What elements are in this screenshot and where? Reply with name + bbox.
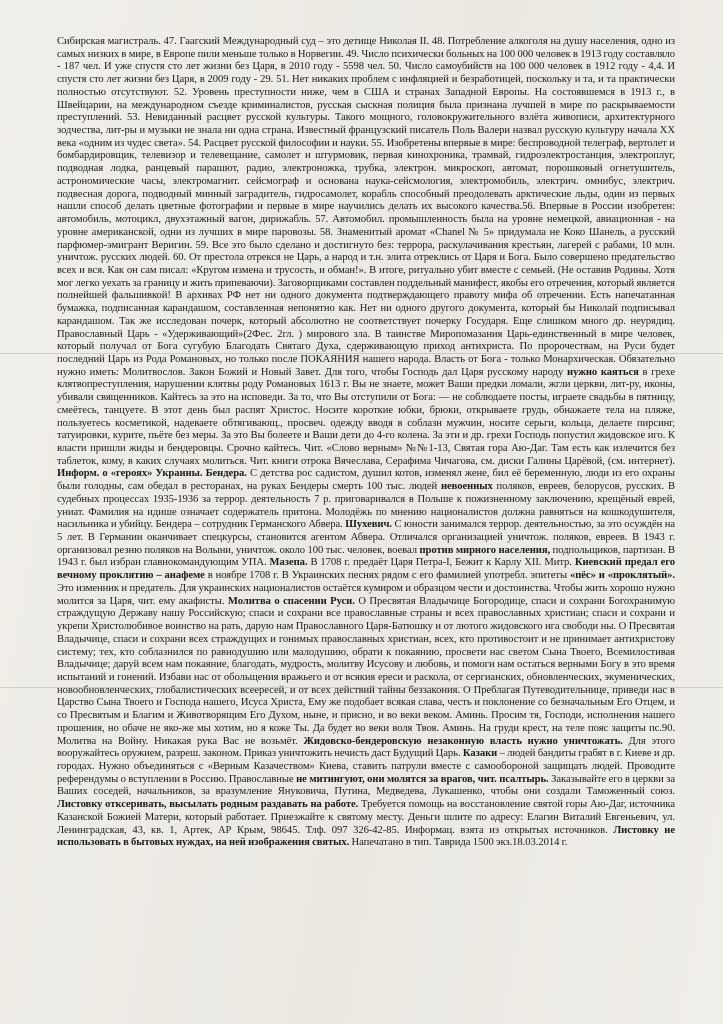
bold-text-run: против мирного населения, [419, 544, 551, 556]
text-run: – людей бандиты грабят в г. Киеве и др. городах. Нужно объединяться с «Верным Казачеством» Киева, ставить патрули вместе с самообороной защищать людей. Проводите референдумы о вступлении в Россию. Православные [57, 748, 676, 785]
text-run: Это изменник и предатель. Для украинских националистов остаётся кумиром и образцом чести и достоинства. Чтобы жить хорошо нужно молится за Царя, чит. ему акафисты. [57, 582, 675, 607]
bold-text-run: Информ. о «героях» Украины. Бендера. [57, 468, 247, 480]
text-run: Для этого вооружайтесь оружием, разреш. законом. Приказ уничтожить нечисть даст Будущий Царь. [57, 735, 675, 760]
bold-text-run: Листовку отксеривать, высылать родным раздавать на работе. [57, 799, 359, 811]
text-run: подпольщиков, партизан. В 1943 г. был избран главнокомандующим УПА. [57, 544, 675, 569]
bold-text-run: нужно каяться [567, 366, 639, 378]
bold-text-run: Мазепа. [269, 557, 308, 569]
text-run: Сибирская магистраль. 47. Гаагский Международный суд – это детище Николая II. 48. Потребление алкоголя на душу населения, одно из самых низких в мире, в Европе пили меньше только в Норвегии. 49. Число психически больных на 100 000 человек в 1913 году составляло - 187 чел. И уже спустя сто лет жизни без Царя, в 2010 году - 5598 чел. 50. Число самоубийств на 100 000 человек в 1912 году - 4,4. И спустя сто лет жизни без Царя, в 2009 году - 29. 51. Нет никаких проблем с инфляцией и безработицей, поскольку и та, и та практически полностью отсутствуют. 52. Уровень преступности ниже, чем в США и странах Западной Европы. На состоявшемся в 1913 г., в Швейцарии, на международном съезде криминалистов, русская сыскная полиция была признана лучшей в мире по раскрываемости преступлений. 53. Невиданный расцвет русской культуры. Такого мощного, головокружительного взлёта живописи, архитектурного зодчества, лит-ры и музыки не знала ни одна страна. Известный французский писатель Поль Валери назвал русскую культуру начала ХХ века «одним из чудес света». 54. Расцвет русской философии и науки. 55. Изобретены впервые в мире: беспроводной телеграф, вертолет и бомбардировщик, телевизор и телевещание, самолет и штурмовик, первая кинохроника, трамвай, гидроэлектростанция, электроплуг, подводная лодка, ранцевый парашют, радио, электроножка, трубка, электрон. микроскоп, автомат, порошковый огнетушитель, астрономические часы, электромагнит. сейсмограф и основана наука-сейсмология, электромобиль, электрич. омнибус, электрич. подвесная дорога, подводный минный заградитель, гидросамолет, корабль способный преодолевать арктические льды, один из первых нашли способ делать цветные фотографии и первые в мире научились делать их высокого качества.56. Впервые в России изобретен: автомобиль, мотоцикл, двухэтажный вагон, дирижабль. 57. Автомобил. промышленность была на уровне немецкой, авиационная - на уровне американской, одни из лучших в мире паровозы. 58. Знаменитый аромат «Chanel № 5» придумала не Коко Шанель, а русский парфюмер-эмигрант Веригин. 59. Все это было сделано и достигнуто без: террора, раскулачивания крестьян, лагерей с рабами, 10 млн. уничтож. русских людей. 60. От престола отрекся не Царь, а народ и т.н. элита отреклись от Царя и Бога. Было совершено предательство всех и вся. Как он сам писал: «Кругом измена и трусость, и обман!». В итоге, ритуально убит вместе с семьей. (Не оставив Родины. Хотя мог легко уехать за границу и жить припеваючи). Заговорщиками составлен поддельный манифест, якобы его отречения, который является полнейшей фальшивкой! В архивах РФ нет ни одного документа подтверждающего правоту мифа об отречении. Есть напечатанная бумажка, подписанная карандашом, составленная непонятно как. Нет ни одного другого документа, который бы Николай подписывал карандашом. Так же исследован почерк, который абсолютно не соответствует почерку Государя. Еще слишком много др. неурядиц. Православный Царь - «Удерживающий»(2Фес. 2гл. ) мирового зла. В таинстве Миропомазания Царь-единственный в мире человек, который получал от Бога сугубую Благодать Святаго Духа, сдерживающую приход антихриста. По пророчествам, на Руси будет последний Царь из Рода Романовых, но только после ПОКАЯНИЯ нашего народа. Власть от Бога - только Монархическая. Обязательно нужно иметь: Молитвослов. Закон Божий и Новый Завет. Для того, чтобы Господь дал Царя русскому народу [57, 36, 675, 378]
bold-text-run: Жидовско-бендеровскую незаконную власть нужно уничтожать. [303, 735, 623, 747]
text-run: в грехе клятвопреступления, нарушении клятвы роду Романовых 1613 г. Вы не знаете, может Ваши предки ломали, жгли церкви, лит-ру, иконы, убивали священников. Кайтесь за это на исповеди. За то, что Вы отступили от Бога: — не соблюдаете посты, играете свадьбы в пятницу, смеётесь, танцуете. В этот день был распят Христос. Носите короткие юбки, брюки, открываете грудь, обнажаете тела на пляже, пользуетесь косметикой, надеваете обтягивающ., просвеч. одежду вводя в соблазн мужчин, носите серьги, кольца, делаете пирсинг, татуировки, курите, пьёте без меры. За это Вы болеете и Ваши дети до 4-го колена. За эти и др. грехи Господь попустил жидовское иго. К власти пришли жиды и бендеровцы. Срочно кайтесь. Чит. «Слово верным» №№1-13, Святая гора Аю-Даг. Там есть как излечится без таблеток, кому, в каких случаях молиться. Чит. книги отрока Вячеслава, Серафима Чичагова, см. диски Галины Царёвой, (см. интернет). [57, 366, 675, 467]
bold-text-run: невоенных [440, 481, 493, 493]
bold-text-run: Шухевич. [345, 519, 392, 531]
text-run: поляков, евреев, белорусов, русских. В судебных процессах 1935-1936 за террор. деятельность 7 р. приговаривался в Польше к пожизненному заключению, крещёный еврей, униат. Фамилия на идише означает содержатель притона. Молодёжь по мнению националистов должна равняться на кошкодушителя, насильника и убийцу. Бендера – сотрудник Германского Абвера. [57, 481, 676, 531]
bold-text-run: «пёс» и «проклятый». [569, 570, 676, 582]
text-run: С детства рос садистом, душил котов, изменял жене, бил её беременную, люди из его охраны были голодны, сам обедал в ресторанах, на руках Бендеры смерть 100 тыс. людей [57, 468, 675, 493]
leaflet-text [57, 36, 675, 850]
text-run: Заказывайте его в церкви за Ваших соседей, начальников, за вразумление Януковича, Путина, Медведева, Лукашенко, чтобы они создали Таможенный союз. [57, 773, 675, 798]
text-run: Требуется помощь на восстановление святой горы Аю-Даг, источника Казанской Божией Матери, который работает. Приезжайте к святому месту. Деньги шлите по адресу: Елагин Виталий Евгеньевич, ул. Ленинградская, 43, кв. 1, Артек, АР Крым, 98645. Тлф. 097 326-42-85. Информац. взята из открытых источников. [57, 799, 676, 836]
paper-fold [0, 353, 723, 354]
bold-text-run: Молитва о спасении Руси. [227, 595, 355, 607]
text-run: В 1708 г. предаёт Царя Петра-I, Бежит к Карлу XII. Митр. [307, 557, 575, 569]
bold-text-run: Киевский предал его вечному проклятию – анафеме [57, 557, 675, 582]
text-run: О Пресвятая Владычице Богородице, спаси и сохрани Богохранимую страждущую Державу нашу Российскую; спаси и сохрани все православные страны и всех православных христиан; спаси и сохрани и укрепи Христолюбивое воинство на рать, дарую нам Православного Царя-Батюшку и от лютого жидовского ига свободи ны. О Пресвятая Владычице, спаси и сохрани всех страждущих и гонимых православных христиан, всех, кто противостоит и не принимает антихристову систему; тех, кто соблазнился по равнодушию или малодушию, обрати к покаянию, просвети нас светом Сына Твоего, Всемилостивая Владычице; даруй всем нам покаяние, благодать, мудрость, молитву Исусову и любовь, и помоги нам остаться верными Богу в это время испытаний и гонений. Избави нас от обольщения вражьего и от всякия ереси и раскола, от сергианских, обновленческих, экуменических, новообновленческих, глобалистических всеересей, и от всех действий тайны беззакония. О Преблагая Путеводительнице, приведи нас в Царство Сына Твоего и Господа нашего, Исуса Христа, Ему же подобает всякая слава, честь и поклонение со безначальным Его Отцем, и со Пресвятым и Благим и Животворящим Его Духом, ныне, и присно, и во веки веком. Аминь. Просим тя, Господи, исполнения нашего прошения, но обаче не яко-же мы хотим, но я коже Ты. Да будет во веки воля Твоя. Аминь. На груди крест, на теле пояс защиты пс.90. Молитва на Войну. Никакая рука Вас не возьмёт. [57, 595, 675, 747]
text-run: в ноябре 1708 г. В Украинских песнях рядом с его фамилией употребл. эпитеты [204, 570, 570, 582]
bold-text-run: Листовку не использовать в бытовых нуждах, на ней изображения святых. [57, 824, 675, 849]
bold-text-run: Казаки [462, 748, 498, 760]
leaflet-paragraph [57, 36, 675, 850]
bold-text-run: не митингуют, они молятся за врагов, чит. псалтырь. [296, 773, 549, 785]
paper-fold [0, 687, 723, 688]
text-run: С юности занимался террор. деятельностью, за это осуждён на 5 лет. В Германии оканчивает спецкурсы, становится агентом Абвера. Отличался организацией уничтож. поляков, евреев. В 1943 г. организовал резню поляков на Волыни, уничтож. около 100 тыс. человек, воевал [57, 519, 675, 556]
text-run: Напечатано в тип. Таврида 1500 экз.18.03.2014 г. [349, 837, 568, 849]
